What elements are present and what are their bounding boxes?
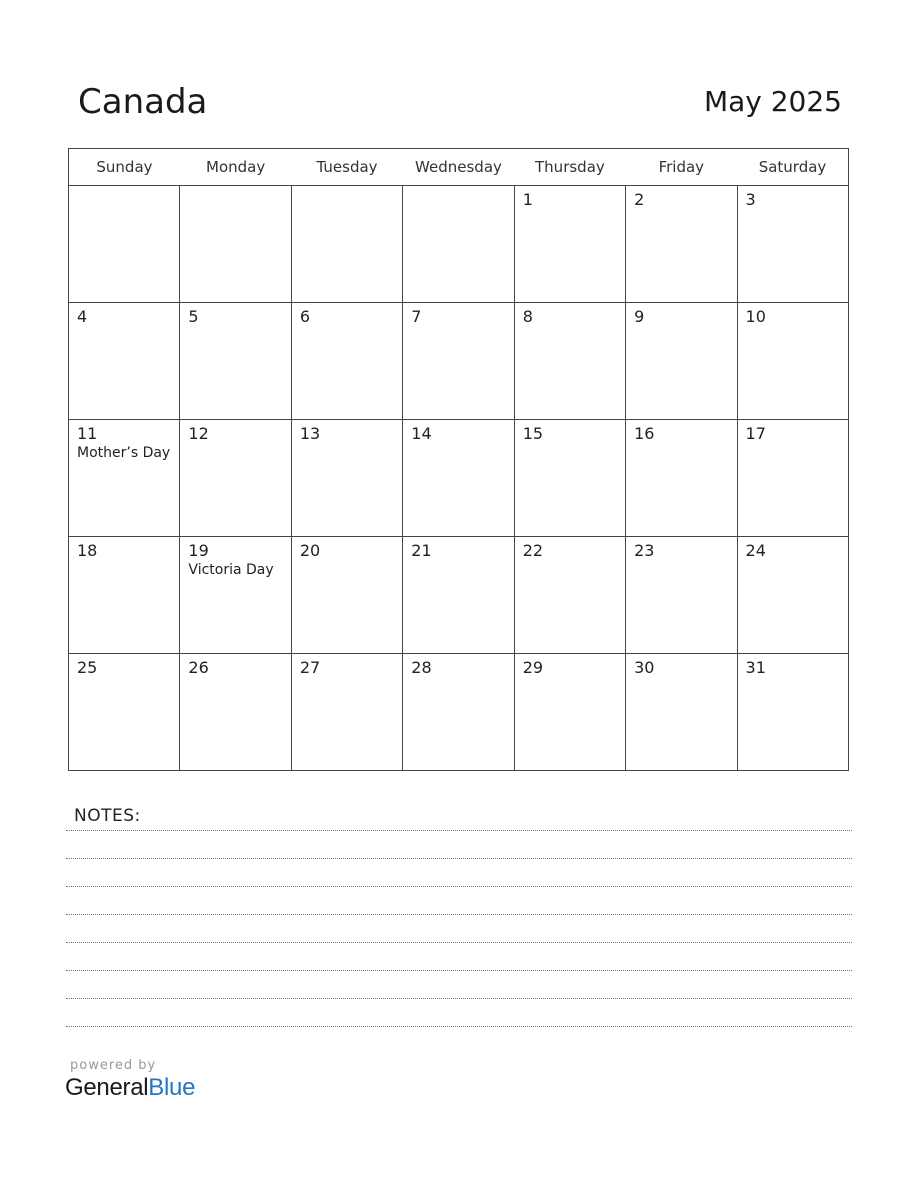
day-cell: [180, 654, 291, 771]
day-number: 8: [522, 307, 533, 326]
day-cell: [737, 186, 848, 303]
day-number: 28: [411, 658, 432, 677]
day-number: 15: [522, 424, 544, 443]
day-cell: [180, 420, 291, 537]
day-number: 14: [411, 424, 432, 443]
day-cell: [403, 420, 514, 537]
day-cell: [69, 303, 180, 420]
day-cell: [626, 303, 737, 420]
week-row: [69, 303, 849, 420]
notes-line: [66, 998, 852, 999]
day-number: 21: [411, 541, 432, 560]
week-row: [69, 537, 849, 654]
powered-by-text: powered by: [70, 1058, 157, 1073]
day-number: 16: [634, 424, 655, 443]
day-cell: [180, 303, 291, 420]
day-number: 6: [299, 307, 311, 326]
day-number: 3: [745, 190, 756, 209]
day-number: 5: [188, 307, 199, 326]
holiday-label: Victoria Day: [188, 562, 274, 578]
day-cell: [291, 420, 402, 537]
day-number: 7: [411, 307, 422, 326]
weekday-header: Wednesday: [403, 149, 514, 186]
calendar-country-title: Canada: [78, 82, 208, 122]
day-cell: [737, 654, 848, 771]
weekday-header: Saturday: [737, 149, 848, 186]
day-number: 4: [77, 307, 88, 326]
day-cell: [291, 654, 402, 771]
weekday-header-row: [69, 149, 849, 186]
day-cell: [737, 303, 848, 420]
week-row: [69, 420, 849, 537]
day-number: 2: [634, 190, 645, 209]
day-number: 27: [299, 658, 321, 677]
day-cell: [403, 537, 514, 654]
day-cell: [291, 537, 402, 654]
month-calendar-grid: [68, 148, 849, 771]
day-number: 22: [522, 541, 544, 560]
day-number: 9: [634, 307, 645, 326]
day-number: 25: [77, 658, 98, 677]
day-cell: [514, 654, 625, 771]
day-number: 17: [745, 424, 766, 443]
day-cell: [514, 186, 625, 303]
brand-general: General: [65, 1074, 149, 1101]
day-number: 19: [188, 541, 209, 560]
brand-blue: Blue: [148, 1074, 196, 1101]
notes-line: [66, 942, 852, 943]
notes-line: [66, 1026, 852, 1027]
day-number: 18: [77, 541, 98, 560]
week-row: [69, 654, 849, 771]
notes-line: [66, 858, 852, 859]
day-number: 13: [299, 424, 321, 443]
day-cell: [626, 186, 737, 303]
day-cell: [180, 537, 291, 654]
calendar-month-title: May 2025: [703, 85, 842, 118]
weekday-header: Friday: [626, 149, 737, 186]
day-cell: [514, 537, 625, 654]
day-number: 23: [634, 541, 655, 560]
day-cell: [291, 303, 402, 420]
day-cell: [626, 537, 737, 654]
day-number: 20: [299, 541, 321, 560]
day-number: 24: [745, 541, 766, 560]
day-cell: [514, 303, 625, 420]
day-cell: [626, 654, 737, 771]
day-cell: [403, 186, 514, 303]
day-cell: [291, 186, 402, 303]
week-row: [69, 186, 849, 303]
day-cell: [403, 303, 514, 420]
generalblue-logo: [65, 1074, 195, 1102]
notes-label: NOTES:: [74, 806, 141, 826]
day-number: 26: [188, 658, 209, 677]
notes-line: [66, 830, 852, 831]
day-number: 30: [634, 658, 655, 677]
day-cell: [69, 537, 180, 654]
day-cell: [626, 420, 737, 537]
day-cell: [69, 654, 180, 771]
day-cell: [737, 537, 848, 654]
weekday-header: Monday: [180, 149, 291, 186]
day-number: 11: [77, 424, 98, 443]
holiday-label: Mother’s Day: [77, 445, 171, 461]
day-cell: [69, 186, 180, 303]
day-cell: [514, 420, 625, 537]
weekday-header: Tuesday: [291, 149, 402, 186]
day-number: 1: [522, 190, 533, 209]
day-cell: [403, 654, 514, 771]
notes-line: [66, 886, 852, 887]
day-cell: [69, 420, 180, 537]
day-cell: [737, 420, 848, 537]
day-number: 31: [745, 658, 766, 677]
weekday-header: Thursday: [514, 149, 625, 186]
day-number: 29: [522, 658, 544, 677]
notes-line: [66, 914, 852, 915]
day-number: 10: [745, 307, 766, 326]
weekday-header: Sunday: [69, 149, 180, 186]
day-number: 12: [188, 424, 209, 443]
day-cell: [180, 186, 291, 303]
notes-line: [66, 970, 852, 971]
